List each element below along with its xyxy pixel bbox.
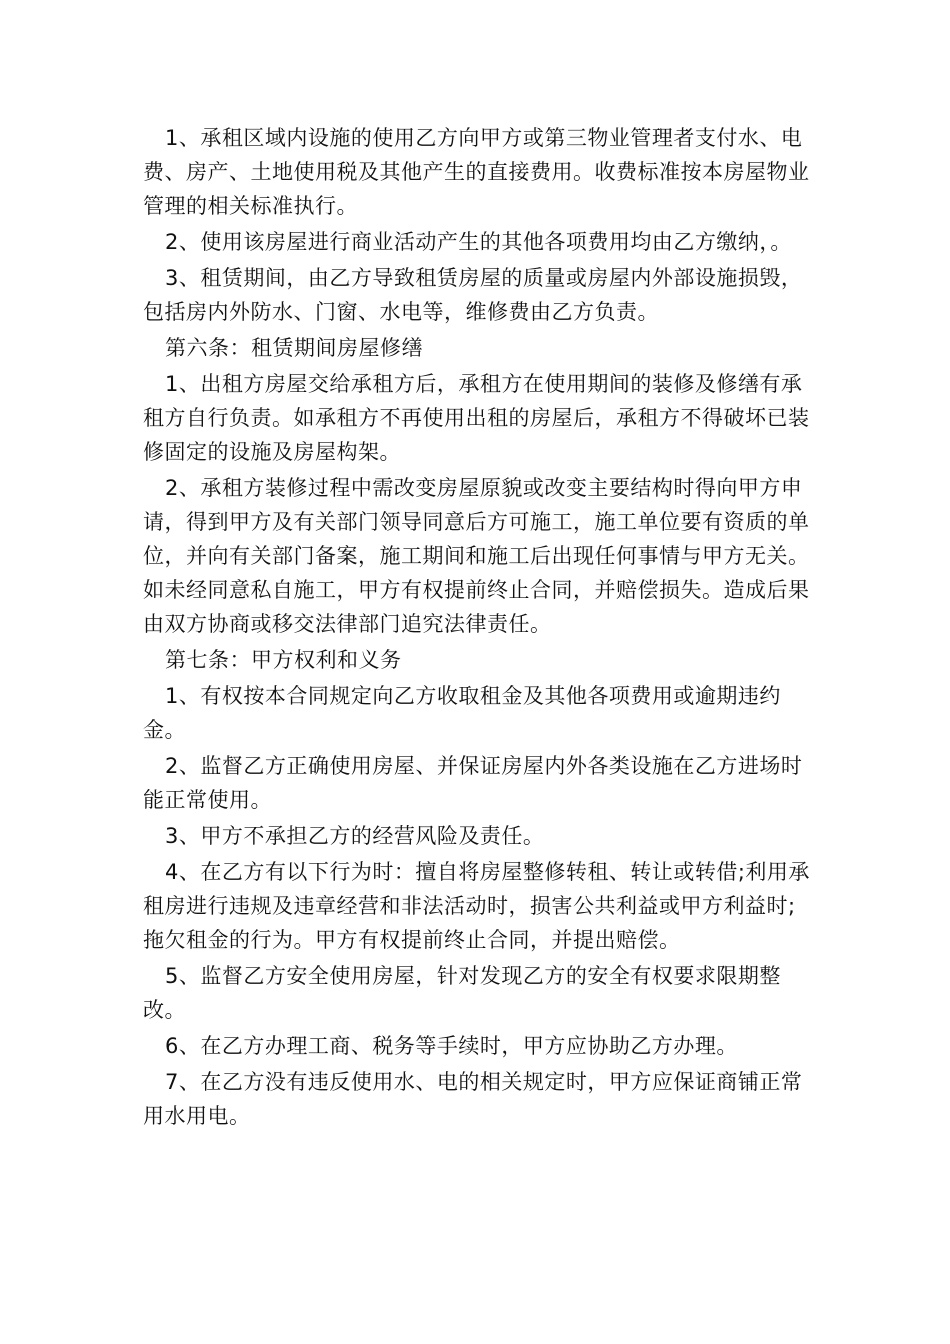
section-heading: 第六条：租赁期间房屋修缮 [165,336,423,360]
clause-paragraph: 6、在乙方办理工商、税务等手续时，甲方应协助乙方办理。 [165,1034,738,1058]
clause-paragraph: 2、监督乙方正确使用房屋、并保证房屋内外各类设施在乙方进场时能正常使用。 [143,754,803,812]
clause-paragraph: 3、租赁期间，由乙方导致租赁房屋的质量或房屋内外部设施损毁，包括房内外防水、门窗、水电等，维修费由乙方负责。 [143,266,803,324]
clause-paragraph: 7、在乙方没有违反使用水、电的相关规定时，甲方应保证商铺正常用水用电。 [143,1070,803,1128]
clause-paragraph: 1、承租区域内设施的使用乙方向甲方或第三物业管理者支付水、电费、房产、土地使用税及其他产生的直接费用。收费标准按本房屋物业管理的相关标准执行。 [143,126,810,218]
clause-paragraph: 5、监督乙方安全使用房屋，针对发现乙方的安全有权要求限期整改。 [143,964,781,1022]
document-body [143,121,813,1135]
clause-paragraph: 1、有权按本合同规定向乙方收取租金及其他各项费用或逾期违约金。 [143,684,781,742]
section-heading: 第七条：甲方权利和义务 [165,648,402,672]
clause-paragraph: 4、在乙方有以下行为时：擅自将房屋整修转租、转让或转借;利用承租房进行违规及违章经营和非法活动时，损害公共利益或甲方利益时;拖欠租金的行为。甲方有权提前终止合同，并提出赔偿。 [143,860,810,952]
clause-paragraph: 2、使用该房屋进行商业活动产生的其他各项费用均由乙方缴纳，。 [165,230,792,254]
clause-paragraph: 2、承租方装修过程中需改变房屋原貌或改变主要结构时得向甲方申请，得到甲方及有关部门领导同意后方可施工，施工单位要有资质的单位，并向有关部门备案，施工期间和施工后出现任何事情与甲方无关。如未经同意私自施工，甲方有权提前终止合同，并赔偿损失。造成后果由双方协商或移交法律部门追究法律责任。 [143,476,810,636]
clause-paragraph: 1、出租方房屋交给承租方后，承租方在使用期间的装修及修缮有承租方自行负责。如承租方不再使用出租的房屋后，承租方不得破坏已装修固定的设施及房屋构架。 [143,372,810,464]
clause-paragraph: 3、甲方不承担乙方的经营风险及责任。 [165,824,545,848]
